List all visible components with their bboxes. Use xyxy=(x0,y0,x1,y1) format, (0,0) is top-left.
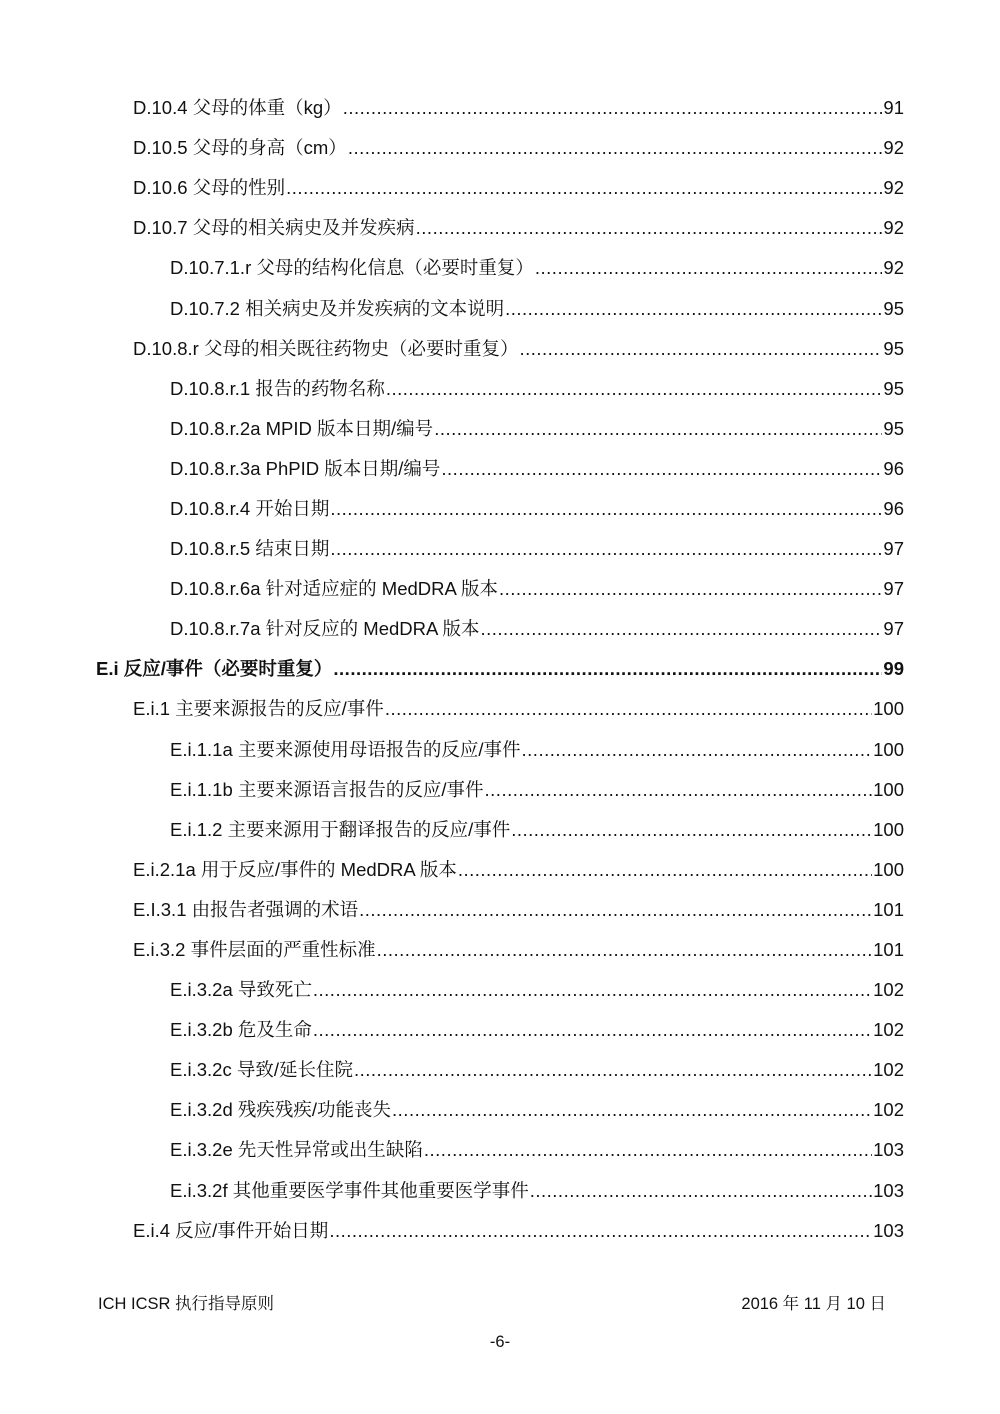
toc-dot-leader xyxy=(330,489,882,529)
toc-entry-label: E.i 反应/事件（必要时重复） xyxy=(96,658,333,680)
toc-dot-leader xyxy=(458,850,872,890)
toc-entry-page-number: 100 xyxy=(873,698,904,720)
toc-entry[interactable] xyxy=(0,890,1000,930)
toc-entry[interactable] xyxy=(0,489,1000,529)
toc-entry-page-number: 96 xyxy=(883,457,904,479)
toc-entry[interactable] xyxy=(0,449,1000,489)
toc-entry-page-number: 103 xyxy=(873,1139,904,1161)
toc-dot-leader xyxy=(519,329,882,369)
toc-entry-label: D.10.8.r.5 结束日期 xyxy=(170,538,330,560)
toc-dot-leader xyxy=(329,1211,872,1251)
toc-dot-leader xyxy=(330,529,882,569)
toc-entry-page-number: 101 xyxy=(873,939,904,961)
toc-entry-page-number: 92 xyxy=(883,137,904,159)
toc-dot-leader xyxy=(359,890,872,930)
toc-dot-leader xyxy=(385,689,872,729)
toc-dot-leader xyxy=(530,1171,872,1211)
toc-entry[interactable] xyxy=(0,369,1000,409)
toc-entry[interactable] xyxy=(0,609,1000,649)
toc-entry-page-number: 100 xyxy=(873,818,904,840)
toc-entry-page-number: 97 xyxy=(883,618,904,640)
toc-dot-leader xyxy=(343,88,883,128)
toc-entry-label: E.i.1.1b 主要来源语言报告的反应/事件 xyxy=(170,778,484,800)
toc-dot-leader xyxy=(441,449,882,489)
page-number: -6- xyxy=(489,1333,511,1351)
toc-entry-page-number: 100 xyxy=(873,778,904,800)
toc-entry-page-number: 103 xyxy=(873,1179,904,1201)
toc-entry[interactable] xyxy=(0,529,1000,569)
toc-dot-leader xyxy=(511,810,872,850)
toc-entry[interactable] xyxy=(0,1130,1000,1170)
toc-entry-label: E.i.3.2d 残疾残疾/功能丧失 xyxy=(170,1099,392,1121)
toc-entry-label: D.10.7.2 相关病史及并发疾病的文本说明 xyxy=(170,297,505,319)
toc-entry[interactable] xyxy=(0,288,1000,328)
toc-entry-label: E.i.3.2e 先天性异常或出生缺陷 xyxy=(170,1139,423,1161)
toc-entry-label: E.i.3.2 事件层面的严重性标准 xyxy=(133,939,376,961)
toc-entry-label: D.10.7.1.r 父母的结构化信息（必要时重复） xyxy=(170,257,534,279)
toc-entry[interactable] xyxy=(0,1090,1000,1130)
toc-entry-label: D.10.8.r.3a PhPID 版本日期/编号 xyxy=(170,457,441,479)
toc-entry-page-number: 97 xyxy=(883,578,904,600)
toc-entry[interactable] xyxy=(0,970,1000,1010)
toc-entry-page-number: 95 xyxy=(883,337,904,359)
toc-entry[interactable] xyxy=(0,329,1000,369)
toc-entry-label: E.I.3.1 由报告者强调的术语 xyxy=(133,898,359,920)
toc-entry-page-number: 102 xyxy=(873,1099,904,1121)
toc-entry-page-number: 95 xyxy=(883,297,904,319)
toc-entry[interactable] xyxy=(0,770,1000,810)
toc-entry[interactable] xyxy=(0,1010,1000,1050)
toc-dot-leader xyxy=(386,369,883,409)
toc-dot-leader xyxy=(286,168,882,208)
toc-entry-label: E.i.3.2b 危及生命 xyxy=(170,1019,312,1041)
toc-dot-leader xyxy=(392,1090,872,1130)
toc-entry-label: D.10.8.r.7a 针对反应的 MedDRA 版本 xyxy=(170,618,480,640)
footer-document-title: ICH ICSR 执行指导原则 xyxy=(98,1295,275,1313)
toc-entry-page-number: 92 xyxy=(883,177,904,199)
toc-entry-label: D.10.8.r.1 报告的药物名称 xyxy=(170,377,385,399)
toc-dot-leader xyxy=(313,1010,872,1050)
toc-dot-leader xyxy=(522,730,873,770)
toc-entry-label: E.i.1 主要来源报告的反应/事件 xyxy=(133,698,384,720)
toc-entry-page-number: 102 xyxy=(873,1019,904,1041)
toc-entry[interactable] xyxy=(0,649,1000,689)
toc-dot-leader xyxy=(505,289,882,329)
toc-entry[interactable] xyxy=(0,730,1000,770)
toc-entry-label: E.i.2.1a 用于反应/事件的 MedDRA 版本 xyxy=(133,858,457,880)
toc-entry-label: D.10.8.r 父母的相关既往药物史（必要时重复） xyxy=(133,337,519,359)
toc-entry[interactable] xyxy=(0,248,1000,288)
toc-dot-leader xyxy=(535,248,883,288)
toc-entry-page-number: 103 xyxy=(873,1219,904,1241)
table-of-contents xyxy=(0,88,1000,1251)
toc-entry-page-number: 102 xyxy=(873,979,904,1001)
toc-entry-page-number: 95 xyxy=(883,417,904,439)
toc-entry[interactable] xyxy=(0,128,1000,168)
toc-entry[interactable] xyxy=(0,1171,1000,1211)
toc-entry[interactable] xyxy=(0,208,1000,248)
toc-dot-leader xyxy=(434,409,882,449)
toc-entry[interactable] xyxy=(0,810,1000,850)
toc-entry-page-number: 97 xyxy=(883,538,904,560)
toc-entry-page-number: 100 xyxy=(873,738,904,760)
toc-entry[interactable] xyxy=(0,1211,1000,1251)
toc-entry-label: D.10.8.r.2a MPID 版本日期/编号 xyxy=(170,417,434,439)
toc-entry[interactable] xyxy=(0,850,1000,890)
toc-entry-page-number: 91 xyxy=(883,97,904,119)
toc-entry-page-number: 100 xyxy=(873,858,904,880)
footer-date: 2016 年 11 月 10 日 xyxy=(741,1295,886,1313)
toc-entry-label: E.i.1.2 主要来源用于翻译报告的反应/事件 xyxy=(170,818,511,840)
toc-entry-page-number: 92 xyxy=(883,257,904,279)
toc-entry-page-number: 99 xyxy=(883,658,904,680)
toc-entry-label: D.10.8.r.6a 针对适应症的 MedDRA 版本 xyxy=(170,578,498,600)
toc-entry-page-number: 92 xyxy=(883,217,904,239)
toc-entry[interactable] xyxy=(0,569,1000,609)
toc-dot-leader xyxy=(313,970,872,1010)
toc-dot-leader xyxy=(499,569,882,609)
toc-entry[interactable] xyxy=(0,1050,1000,1090)
toc-entry[interactable] xyxy=(0,409,1000,449)
toc-entry-label: E.i.3.2f 其他重要医学事件其他重要医学事件 xyxy=(170,1179,529,1201)
toc-entry-label: D.10.8.r.4 开始日期 xyxy=(170,497,330,519)
toc-entry-page-number: 101 xyxy=(873,898,904,920)
toc-entry-label: D.10.6 父母的性别 xyxy=(133,177,286,199)
toc-entry[interactable] xyxy=(0,930,1000,970)
toc-entry[interactable] xyxy=(0,168,1000,208)
toc-entry-label: E.i.1.1a 主要来源使用母语报告的反应/事件 xyxy=(170,738,521,760)
toc-dot-leader xyxy=(354,1050,872,1090)
toc-entry-page-number: 95 xyxy=(883,377,904,399)
toc-dot-leader xyxy=(485,770,873,810)
toc-entry[interactable] xyxy=(0,689,1000,729)
toc-dot-leader xyxy=(377,930,873,970)
toc-entry-label: D.10.5 父母的身高（cm） xyxy=(133,137,347,159)
toc-dot-leader xyxy=(480,609,882,649)
toc-entry-page-number: 102 xyxy=(873,1059,904,1081)
toc-entry[interactable] xyxy=(0,88,1000,128)
toc-dot-leader xyxy=(424,1130,872,1170)
toc-entry-label: E.i.3.2c 导致/延长住院 xyxy=(170,1059,353,1081)
toc-entry-label: E.i.3.2a 导致死亡 xyxy=(170,979,312,1001)
toc-dot-leader xyxy=(348,128,883,168)
toc-dot-leader xyxy=(416,208,883,248)
toc-dot-leader xyxy=(333,649,882,689)
toc-entry-label: D.10.4 父母的体重（kg） xyxy=(133,97,342,119)
toc-entry-label: E.i.4 反应/事件开始日期 xyxy=(133,1219,329,1241)
toc-entry-page-number: 96 xyxy=(883,497,904,519)
toc-entry-label: D.10.7 父母的相关病史及并发疾病 xyxy=(133,217,415,239)
